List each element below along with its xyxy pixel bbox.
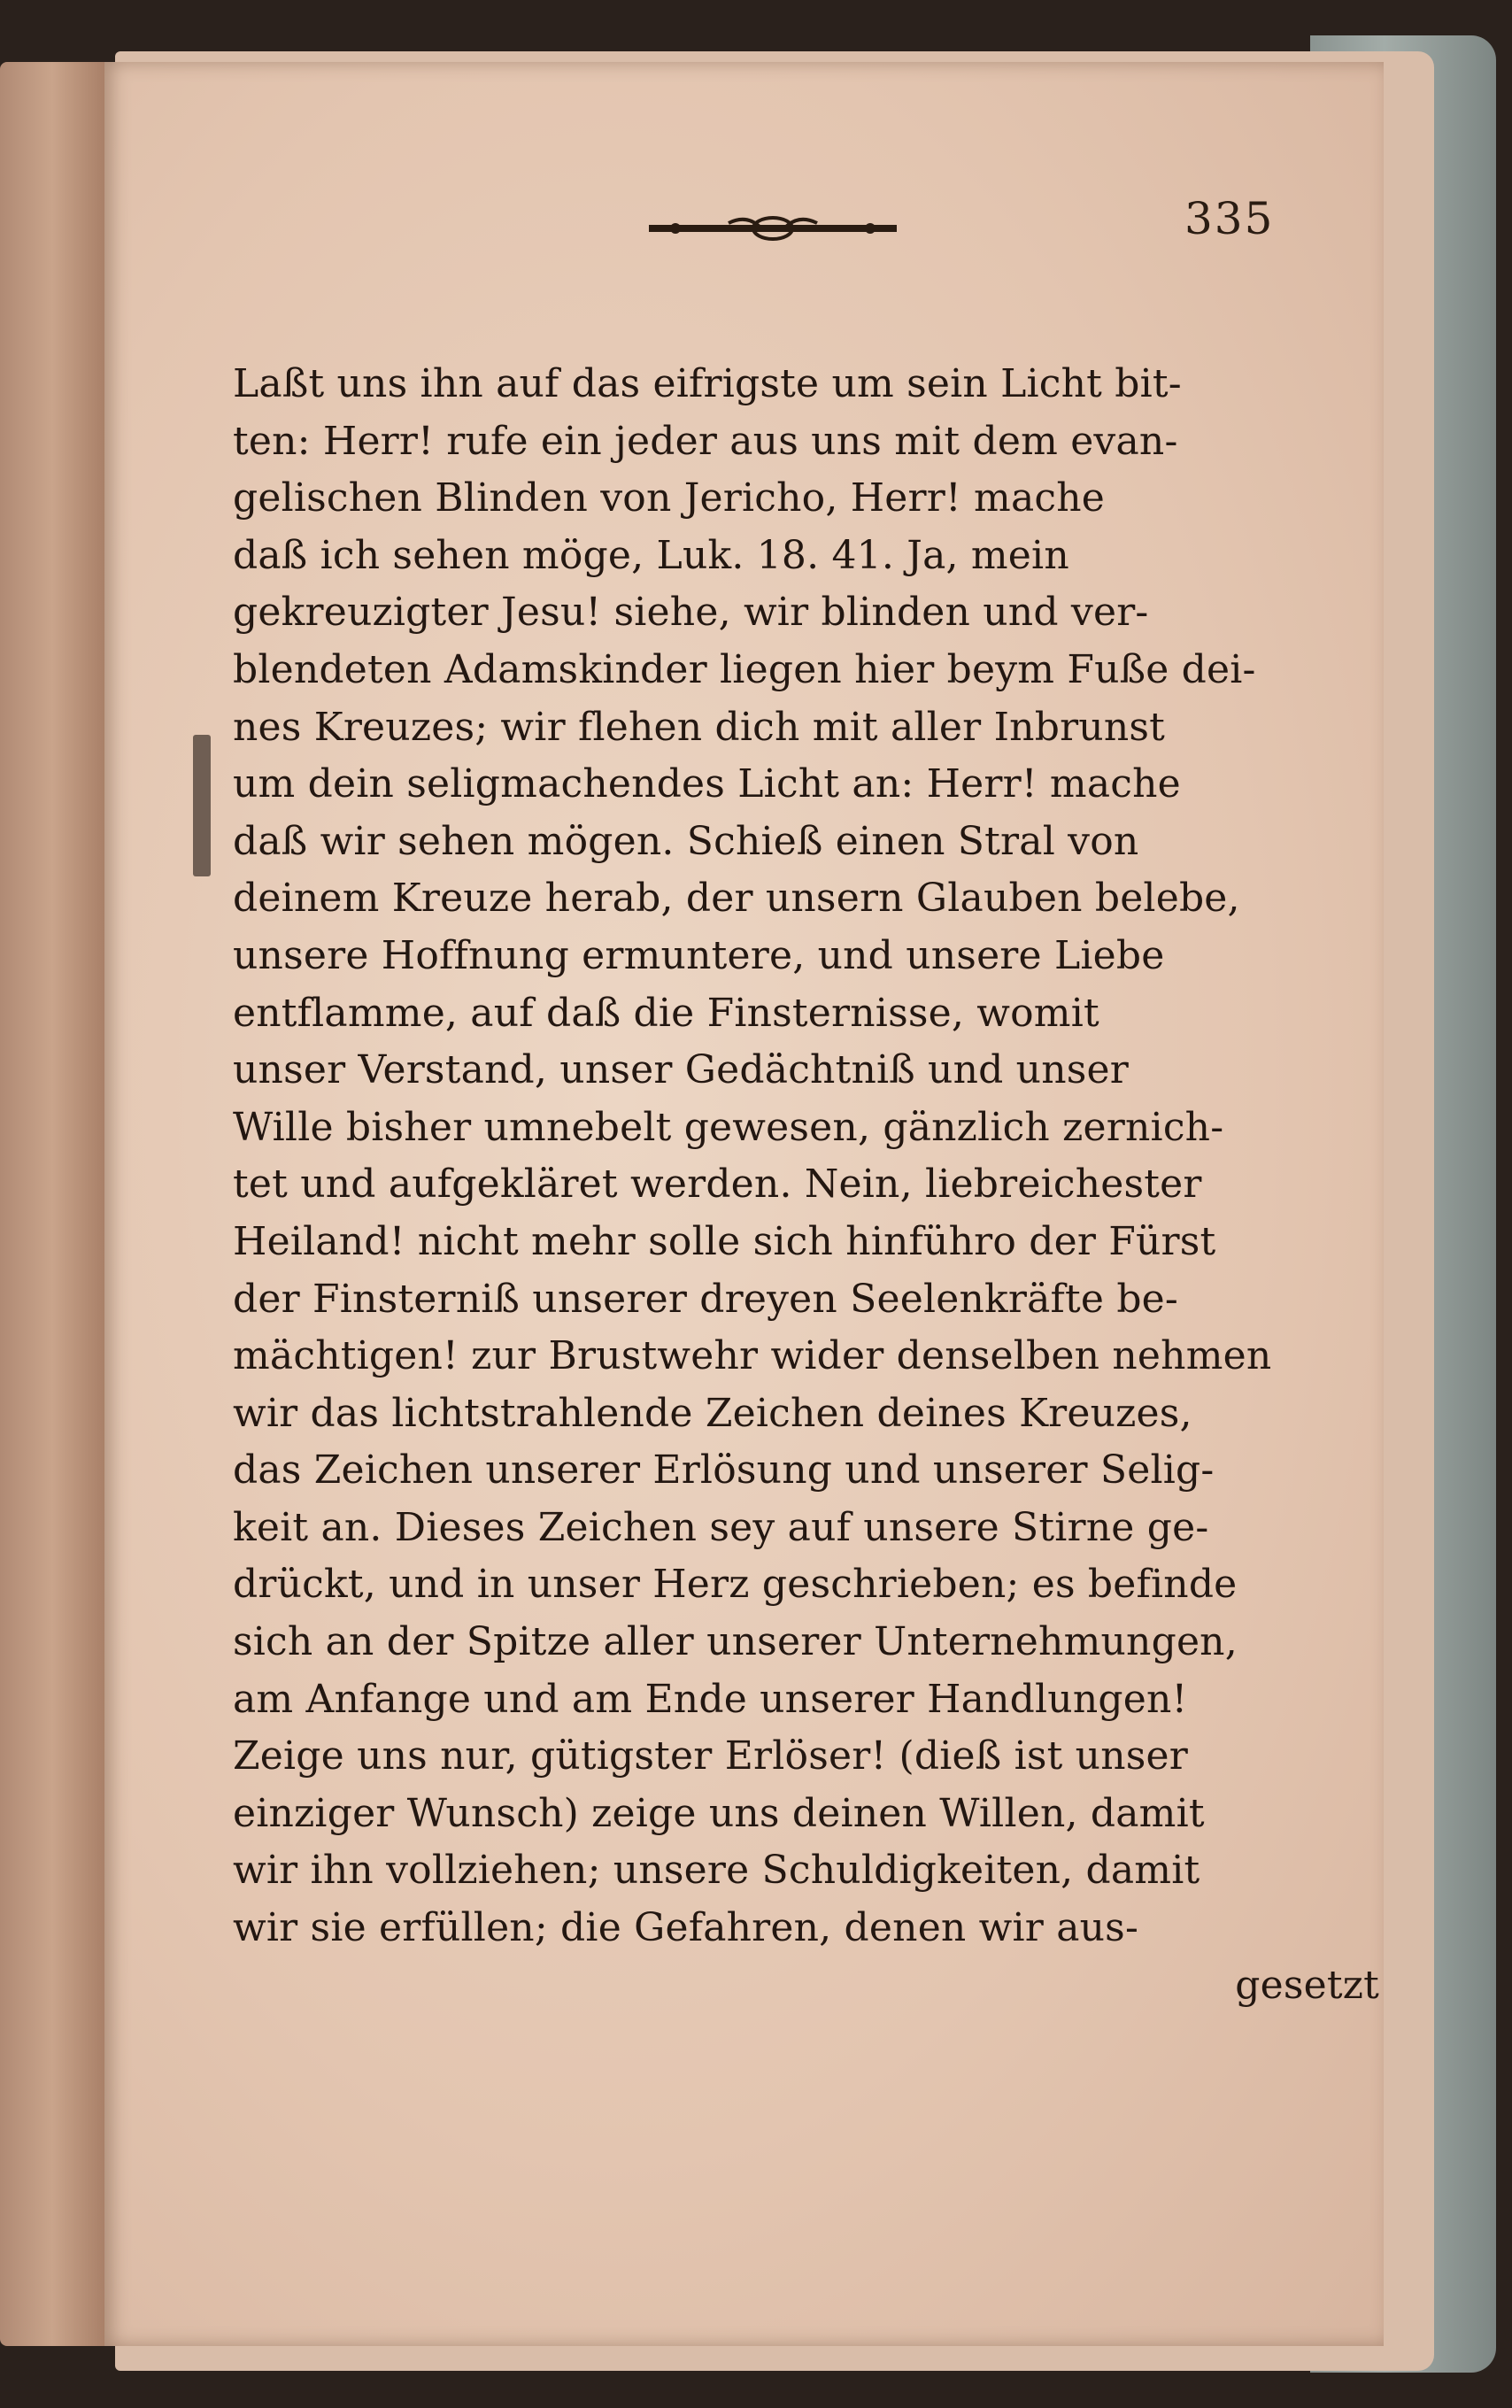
text-line: unsere Hoffnung ermuntere, und unsere Liebe [233, 932, 1165, 978]
text-line: einziger Wunsch) zeige uns deinen Willen, damit [233, 1790, 1205, 1836]
text-line: keit an. Dieses Zeichen sey auf unsere Stirne ge- [233, 1504, 1209, 1550]
text-line: am Anfange und am Ende unserer Handlungen! [233, 1676, 1188, 1722]
catchword: gesetzt [1235, 1962, 1379, 2008]
text-line: tet und aufgekläret werden. Nein, liebreichester [233, 1162, 1202, 1208]
text-line: wir sie erfüllen; die Gefahren, denen wir aus- [233, 1905, 1139, 1951]
text-line: blendeten Adamskinder liegen hier beym Fuße dei- [233, 646, 1256, 692]
page-text [233, 356, 1379, 2014]
text-line: der Finsterniß unserer dreyen Seelenkräfte be- [233, 1276, 1178, 1322]
text-line: Wille bisher umnebelt gewesen, gänzlich zernich- [233, 1104, 1224, 1150]
text-line: wir das lichtstrahlende Zeichen deines Kreuzes, [233, 1390, 1192, 1436]
book-page [104, 62, 1384, 2346]
text-line: Zeige uns nur, gütigster Erlöser! (dieß ist unser [233, 1733, 1189, 1779]
header-ornament [640, 214, 906, 241]
text-line: gekreuzigter Jesu! siehe, wir blinden und ver- [233, 590, 1149, 636]
text-line: um dein seligmachendes Licht an: Herr! mache [233, 761, 1181, 807]
text-line: gelischen Blinden von Jericho, Herr! mache [233, 475, 1106, 521]
left-page-edge [0, 62, 104, 2346]
text-line: wir ihn vollziehen; unsere Schuldigkeiten, damit [233, 1848, 1200, 1894]
text-line: ten: Herr! rufe ein jeder aus uns mit dem evan- [233, 418, 1178, 464]
text-line: drückt, und in unser Herz geschrieben; es befinde [233, 1562, 1238, 1608]
gutter-stain [193, 735, 211, 876]
text-line: entflamme, auf daß die Finsternisse, womit [233, 990, 1099, 1036]
text-line: daß ich sehen möge, Luk. 18. 41. Ja, mein [233, 532, 1069, 578]
text-line: daß wir sehen mögen. Schieß einen Stral von [233, 818, 1139, 864]
text-line: mächtigen! zur Brustwehr wider denselben nehmen [233, 1333, 1272, 1379]
text-line: nes Kreuzes; wir flehen dich mit aller Inbrunst [233, 704, 1166, 750]
text-line: sich an der Spitze aller unserer Unternehmungen, [233, 1619, 1238, 1665]
text-line: unser Verstand, unser Gedächtniß und unser [233, 1047, 1129, 1093]
text-line: deinem Kreuze herab, der unsern Glauben belebe, [233, 876, 1240, 922]
text-line: Heiland! nicht mehr solle sich hinführo der Fürst [233, 1218, 1216, 1264]
page-number: 335 [1184, 193, 1275, 244]
text-line: das Zeichen unserer Erlösung und unserer Selig- [233, 1447, 1215, 1493]
text-line: Laßt uns ihn auf das eifrigste um sein Licht bit- [233, 361, 1182, 406]
